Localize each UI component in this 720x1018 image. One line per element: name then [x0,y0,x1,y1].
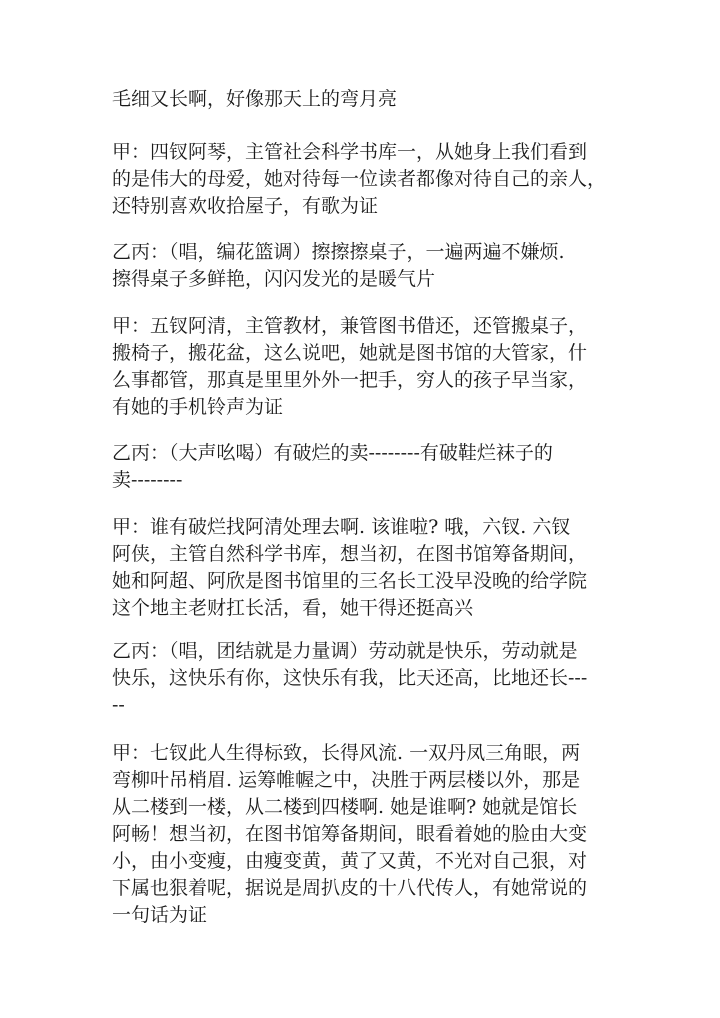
text-line: 擦得桌子多鲜艳，闪闪发光的是暖气片 [112,268,436,290]
text-line: 的是伟大的母爱，她对待每一位读者都像对待自己的亲人， [112,168,607,190]
text-line: 阿畅！想当初，在图书馆筹备期间，眼看着她的脸由大变 [112,823,588,845]
text-line: -- [112,694,125,716]
text-line: 下属也狠着呢，据说是周扒皮的十八代传人，有她常说的 [112,877,588,899]
text-line: 小，由小变瘦，由瘦变黄，黄了又黄，不光对自己狠，对 [112,850,588,872]
text-line: 乙丙：（唱，编花篮调）擦擦擦桌子，一遍两遍不嫌烦. [112,241,565,263]
text-line: 弯柳叶吊梢眉. 运筹帷幄之中，决胜于两层楼以外，那是 [112,769,581,791]
text-line: 甲：七钗此人生得标致，长得风流. 一双丹凤三角眼，两 [112,742,581,764]
text-line: 从二楼到一楼，从二楼到四楼啊. 她是谁啊? 她就是馆长 [112,796,578,818]
text-line: 快乐，这快乐有你，这快乐有我，比天还高，比地还长--- [112,667,588,689]
text-line: 乙丙：（大声吆喝）有破烂的卖--------有破鞋烂袜子的 [112,442,553,464]
paragraph-5 [112,440,612,494]
paragraph-4 [112,313,612,421]
paragraph-3 [112,239,612,293]
paragraph-6 [112,514,612,622]
text-line: 她和阿超、阿欣是图书馆里的三名长工没早没晚的给学院 [112,570,588,592]
text-line: 甲：四钗阿琴，主管社会科学书库一，从她身上我们看到 [112,141,588,163]
text-line: 毛细又长啊，好像那天上的弯月亮 [112,88,398,110]
text-line: 一句话为证 [112,904,208,926]
text-line: 搬椅子，搬花盆，这么说吧，她就是图书馆的大管家，什 [112,342,588,364]
paragraph-1 [112,86,612,113]
text-line: 卖-------- [112,469,183,491]
text-line: 这个地主老财扛长活，看，她干得还挺高兴 [112,597,474,619]
text-line: 还特别喜欢收拾屋子，有歌为证 [112,195,379,217]
text-line: 甲：五钗阿清，主管教材，兼管图书借还，还管搬桌子， [112,315,588,337]
text-line: 阿侠，主管自然科学书库，想当初，在图书馆筹备期间， [112,543,588,565]
text-line: 乙丙：（唱，团结就是力量调）劳动就是快乐，劳动就是 [112,640,578,662]
text-line: 有她的手机铃声为证 [112,396,284,418]
paragraph-7 [112,638,612,719]
paragraph-2 [112,139,612,220]
text-line: 甲：谁有破烂找阿清处理去啊. 该谁啦? 哦，六钗. 六钗 [112,516,571,538]
paragraph-8 [112,740,612,929]
text-line: 么事都管，那真是里里外外一把手，穷人的孩子早当家， [112,369,588,391]
